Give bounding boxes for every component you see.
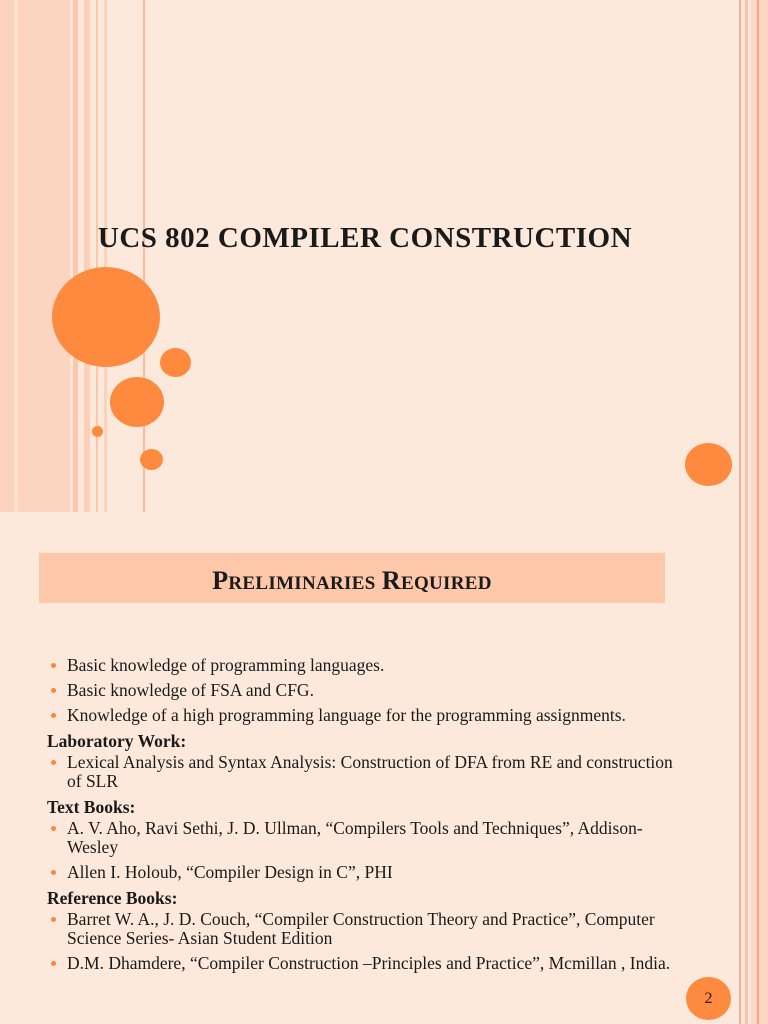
decorative-circle	[160, 348, 191, 377]
slide-heading	[39, 566, 665, 596]
slide-title: UCS 802 COMPILER CONSTRUCTION	[97, 222, 633, 254]
decorative-stripe	[745, 0, 748, 1024]
section-heading-lab: Laboratory Work:	[47, 731, 187, 751]
bullet-icon	[51, 713, 56, 718]
decorative-stripe	[18, 0, 70, 512]
bullet-icon	[51, 663, 56, 668]
bullet-icon	[51, 917, 56, 922]
list-item: Knowledge of a high programming language for the programming assignments.	[47, 706, 677, 725]
list-item: Barret W. A., J. D. Couch, “Compiler Construction Theory and Practice”, Computer Science Series- Asian Student Edition	[47, 910, 677, 948]
section-heading-reference-books: Reference Books:	[47, 888, 178, 908]
decorative-circle	[110, 377, 164, 427]
decorative-circle-large	[52, 267, 160, 367]
list-item: Lexical Analysis and Syntax Analysis: Construction of DFA from RE and construction of SLR	[47, 753, 677, 791]
content-slide	[0, 512, 768, 1024]
page-number: 2	[704, 989, 713, 1007]
list-item: Basic knowledge of programming languages.	[47, 656, 677, 675]
list-item: Allen I. Holoub, “Compiler Design in C”, PHI	[47, 863, 677, 882]
text-books-list	[47, 819, 677, 882]
bullet-icon	[51, 826, 56, 831]
heading-initial: R	[381, 566, 401, 595]
bullet-icon	[51, 870, 56, 875]
decorative-circle	[92, 426, 103, 437]
list-item: A. V. Aho, Ravi Sethi, J. D. Ullman, “Compilers Tools and Techniques”, Addison-Wesley	[47, 819, 677, 857]
heading-smallcaps: RELIMINARIES	[228, 573, 376, 594]
heading-initial: P	[212, 566, 229, 595]
decorative-stripe	[0, 0, 14, 512]
list-item: Basic knowledge of FSA and CFG.	[47, 681, 677, 700]
decorative-stripe	[84, 0, 90, 512]
section-heading-text-books: Text Books:	[47, 797, 136, 817]
bullet-icon	[51, 760, 56, 765]
page-number-badge	[686, 977, 731, 1020]
decorative-circle	[140, 449, 163, 470]
decorative-stripe	[143, 0, 145, 512]
decorative-stripe	[104, 0, 107, 512]
list-item: D.M. Dhamdere, “Compiler Construction –Principles and Practice”, Mcmillan , India.	[47, 954, 677, 973]
reference-books-list	[47, 910, 677, 973]
bullet-icon	[51, 961, 56, 966]
decorative-stripe	[751, 0, 768, 1024]
decorative-stripe	[739, 0, 741, 1024]
heading-smallcaps: EQUIRED	[400, 573, 492, 594]
bullet-icon	[51, 688, 56, 693]
decorative-stripe	[757, 0, 759, 1024]
slide-content	[47, 656, 677, 979]
prelim-list	[47, 656, 677, 725]
decorative-circle	[685, 443, 732, 486]
decorative-stripe	[73, 0, 78, 512]
lab-list	[47, 753, 677, 791]
